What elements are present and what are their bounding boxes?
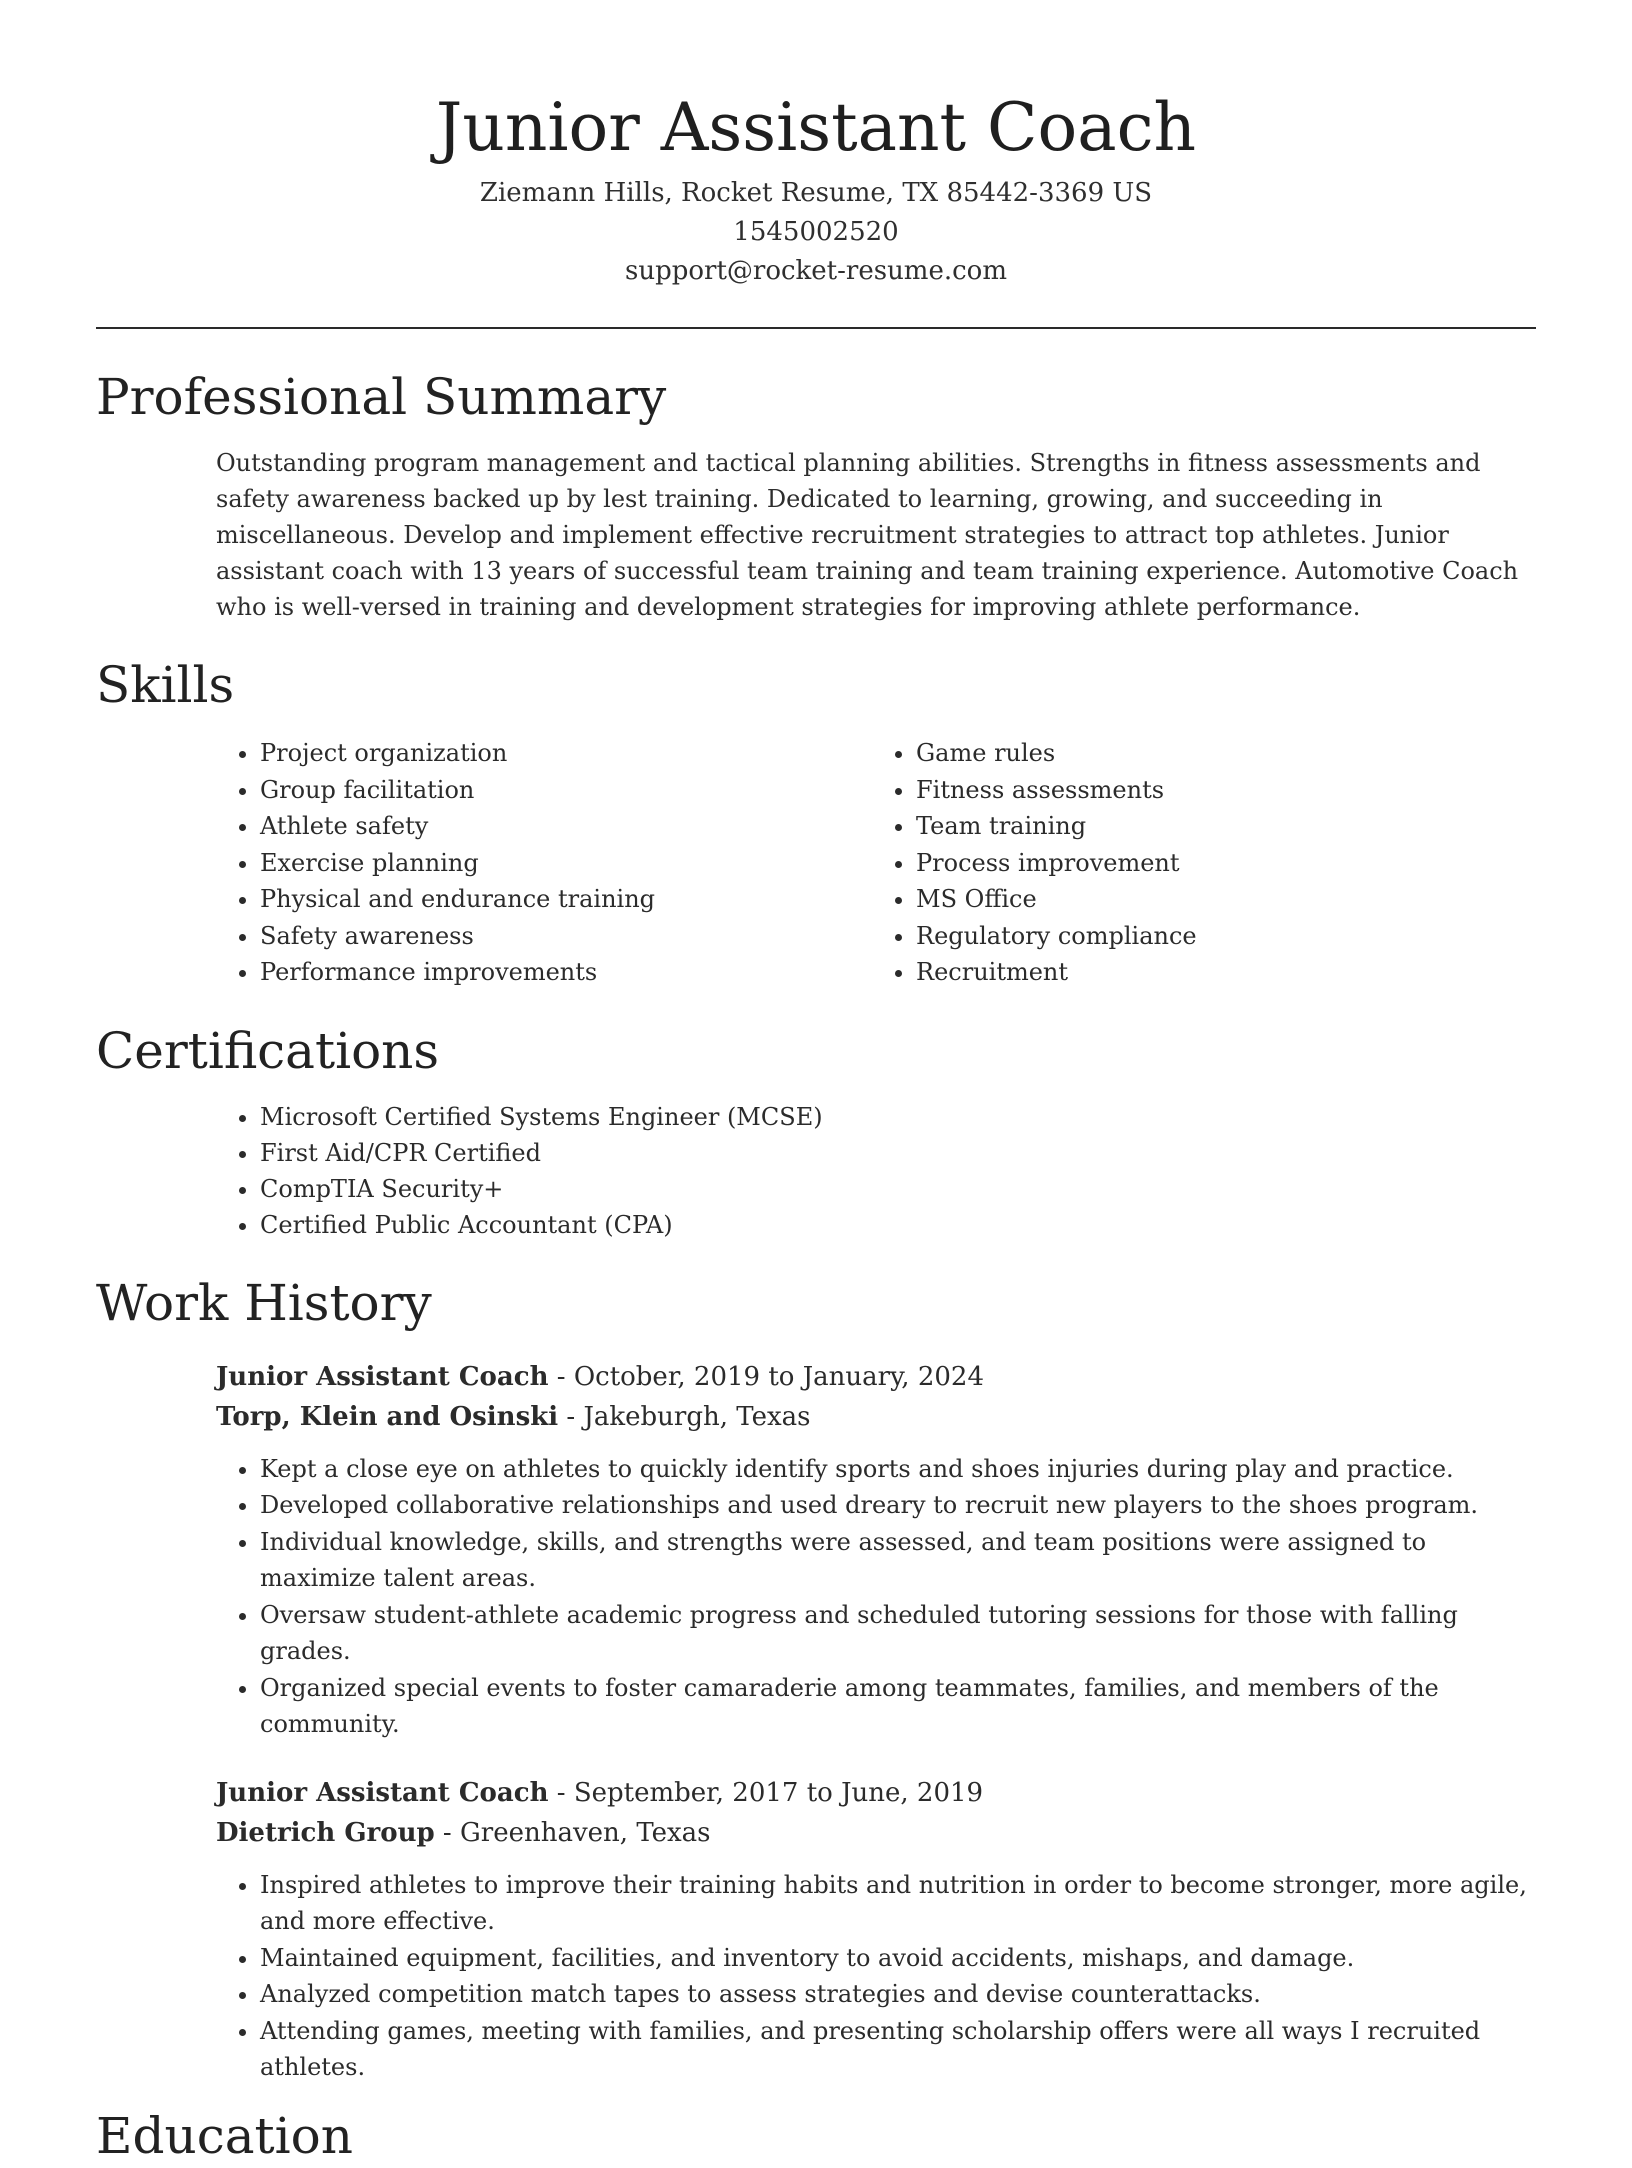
skill-item: • Recruitment (916, 954, 1522, 991)
job-separator: - (548, 1361, 574, 1392)
job-title: Junior Assistant Coach (216, 1777, 549, 1808)
certifications-list (216, 1099, 1546, 1243)
contact-email: support@rocket-resume.com (624, 256, 1007, 286)
job-bullet: • Inspired athletes to improve their training habits and nutrition in order to become stronger, more agile, and more effective. (260, 1867, 1546, 1940)
job-bullet: • Kept a close eye on athletes to quickly identify sports and shoes injuries during play and practice. (260, 1451, 1546, 1488)
job-company-line (216, 1397, 1546, 1437)
skill-item: • Physical and endurance training (260, 881, 866, 918)
resume-page (96, 0, 1536, 2168)
job-title-line (216, 1357, 1546, 1397)
skills-title: Skills (96, 656, 235, 714)
certification-item: • Microsoft Certified Systems Engineer (MCSE) (260, 1099, 1546, 1135)
job-separator: - (548, 1777, 574, 1808)
skill-item: • Regulatory compliance (916, 918, 1522, 955)
skill-item: • Safety awareness (260, 918, 866, 955)
resume-header (96, 0, 1536, 291)
skills-right-list (866, 735, 1522, 991)
job-title: Junior Assistant Coach (216, 1361, 549, 1392)
job-company-line (216, 1813, 1546, 1853)
job-bullet-list (216, 1451, 1546, 1743)
skill-item: • Fitness assessments (916, 772, 1522, 809)
job-company: Torp, Klein and Osinski (216, 1401, 559, 1432)
skill-item: • Performance improvements (260, 954, 866, 991)
skill-item: • Group facilitation (260, 772, 866, 809)
job-entry (216, 1357, 1546, 1743)
summary-title: Professional Summary (96, 368, 667, 426)
job-bullet: • Oversaw student-athlete academic progress and scheduled tutoring sessions for those with falling grades. (260, 1597, 1546, 1670)
job-bullet: • Analyzed competition match tapes to assess strategies and devise counterattacks. (260, 1976, 1546, 2013)
skills-left-list (216, 735, 866, 991)
education-title: Education (96, 2106, 353, 2165)
summary-text: Outstanding program management and tactical planning abilities. Strengths in fitness assessments and safety awareness backed up by lest training. Dedicated to learning, growing, and succeeding in miscellaneous. Develop and implement effective recruitment strategies to attract top athletes. Junior assistant coach with 13 years of successful team training and team training experience. Automotive Coach who is well-versed in training and development strategies for improving athlete performance. (216, 449, 1519, 621)
certification-item: • First Aid/CPR Certified (260, 1135, 1546, 1171)
job-dates: September, 2017 to June, 2019 (573, 1777, 984, 1808)
job-location: Jakeburgh, Texas (583, 1401, 811, 1432)
job-bullet: • Maintained equipment, facilities, and inventory to avoid accidents, mishaps, and damage. (260, 1940, 1546, 1977)
candidate-name: Junior Assistant Coach (435, 89, 1197, 166)
job-bullet: • Individual knowledge, skills, and strengths were assessed, and team positions were assigned to maximize talent areas. (260, 1524, 1546, 1597)
skill-item: • Project organization (260, 735, 866, 772)
contact-address: Ziemann Hills, Rocket Resume, TX 85442-3369 US (479, 178, 1153, 208)
job-location: Greenhaven, Texas (460, 1817, 711, 1848)
job-separator: - (434, 1817, 460, 1848)
job-bullet: • Attending games, meeting with families, and presenting scholarship offers were all ways I recruited athletes. (260, 2013, 1546, 2086)
header-divider (96, 327, 1536, 329)
job-bullet: • Developed collaborative relationships and used dreary to recruit new players to the shoes program. (260, 1487, 1546, 1524)
job-title-line (216, 1773, 1546, 1813)
job-bullet-list (216, 1867, 1546, 2086)
certifications-title: Certifications (96, 1021, 440, 1080)
certification-item: • CompTIA Security+ (260, 1171, 1546, 1207)
skill-item: • MS Office (916, 881, 1522, 918)
job-bullet: • Organized special events to foster camaraderie among teammates, families, and members of the community. (260, 1670, 1546, 1743)
contact-phone: 1545002520 (733, 217, 899, 247)
job-dates: October, 2019 to January, 2024 (573, 1361, 984, 1392)
certification-item: • Certified Public Accountant (CPA) (260, 1207, 1546, 1243)
job-company: Dietrich Group (216, 1817, 435, 1848)
skill-item: • Exercise planning (260, 845, 866, 882)
skill-item: • Team training (916, 808, 1522, 845)
skill-item: • Process improvement (916, 845, 1522, 882)
skill-item: • Game rules (916, 735, 1522, 772)
job-entry (216, 1773, 1546, 2086)
skill-item: • Athlete safety (260, 808, 866, 845)
work-history-title: Work History (96, 1273, 432, 1332)
job-separator: - (558, 1401, 584, 1432)
skills-grid (216, 735, 1536, 991)
